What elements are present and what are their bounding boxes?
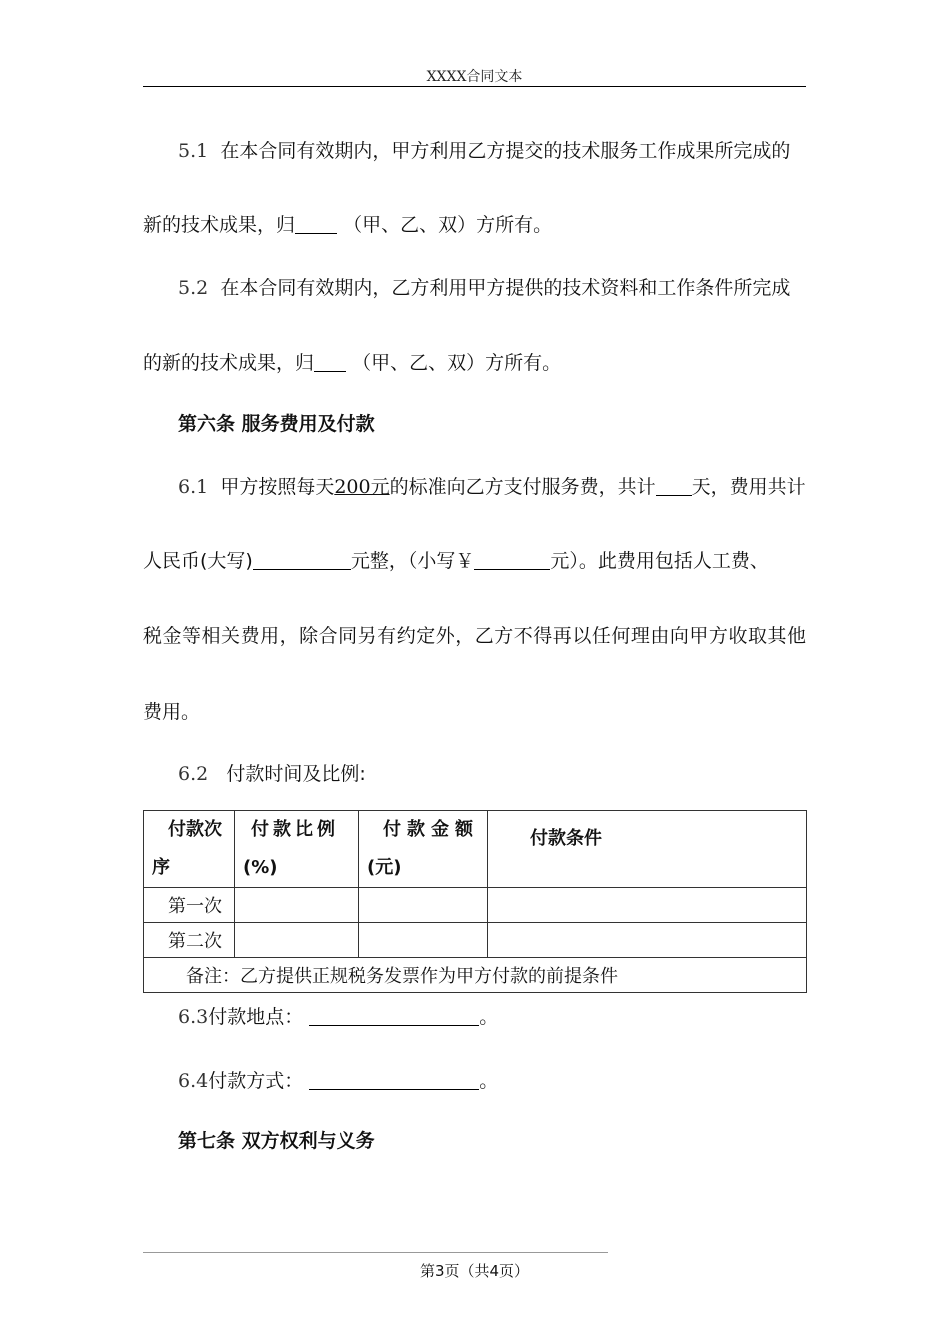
para-6-3	[178, 1004, 806, 1030]
cell-ratio[interactable]	[235, 923, 359, 958]
header-cell-amount	[359, 811, 488, 888]
para-6-1-text-a: 甲方按照每天	[220, 476, 335, 498]
para-6-2-number: 6.2	[178, 763, 209, 785]
blank-days[interactable]	[656, 477, 692, 496]
para-5-2-text: 在本合同有效期内，乙方利用甲方提供的技术资料和工作条件所完成	[220, 277, 791, 299]
blank-payment-method[interactable]	[309, 1071, 479, 1090]
para-6-1-text-b: 的标准向乙方支付服务费，共计	[389, 476, 656, 498]
header-cell-ratio	[235, 811, 359, 888]
cell-amount[interactable]	[359, 923, 488, 958]
header-amount-l2: (元)	[367, 857, 402, 878]
para-5-2-line1	[178, 275, 806, 301]
para-6-1-rmb-label: 人民币(大写)	[143, 550, 253, 572]
para-6-4-end: 。	[479, 1070, 499, 1092]
para-5-2-line2	[143, 350, 806, 376]
header-cell-installment	[144, 811, 235, 888]
para-6-2-text: 付款时间及比例:	[226, 763, 366, 785]
para-5-2-text-a: 的新的技术成果，归	[143, 352, 315, 374]
cell-condition[interactable]	[488, 923, 807, 958]
clause-6-heading: 第六条 服务费用及付款	[178, 413, 375, 435]
daily-rate-amount: 200元	[334, 476, 390, 498]
table-note-row	[144, 958, 807, 993]
para-6-1-text-e: 元）。此费用包括人工费、	[550, 550, 769, 572]
header-ratio-l1: 付款比例	[251, 819, 339, 840]
para-6-4-text: 付款方式：	[208, 1070, 304, 1092]
blank-owner-5-1[interactable]	[295, 215, 337, 234]
para-5-2-text-b: （甲、乙、双）方所有。	[352, 352, 562, 374]
row-label: 第一次	[144, 888, 235, 923]
header-amount-l1: 付款金额	[383, 819, 479, 840]
clause-7-heading: 第七条 双方权利与义务	[178, 1130, 375, 1152]
para-6-4	[178, 1068, 806, 1094]
para-6-1-text-d: 元整，（小写￥	[350, 550, 475, 572]
page-number: 第3页（共4页）	[419, 1262, 530, 1280]
table-note: 备注：乙方提供正规税务发票作为甲方付款的前提条件	[144, 958, 807, 993]
header-ratio-l2: (%)	[243, 857, 278, 878]
para-6-1-line1	[178, 474, 806, 500]
para-6-1-line4: 费用。	[143, 701, 201, 723]
blank-amount-numeric[interactable]	[474, 551, 550, 570]
document-header: XXXX合同文本	[426, 69, 523, 85]
para-5-1-text-b: （甲、乙、双）方所有。	[343, 214, 553, 236]
table-header-row	[144, 811, 807, 888]
para-5-1-number: 5.1	[178, 140, 209, 162]
table-row	[144, 888, 807, 923]
table-row	[144, 923, 807, 958]
header-installment-l2: 序	[152, 857, 170, 878]
para-6-4-number: 6.4	[178, 1070, 209, 1092]
para-6-1-line2	[143, 548, 806, 574]
cell-condition[interactable]	[488, 888, 807, 923]
para-5-2-number: 5.2	[178, 277, 209, 299]
para-6-1-line3: 税金等相关费用，除合同另有约定外，乙方不得再以任何理由向甲方收取其他	[143, 625, 806, 647]
para-5-1-line2	[143, 212, 806, 238]
para-6-2	[178, 761, 806, 787]
para-6-1-text-c: 天，费用共计	[691, 476, 806, 498]
header-rule	[143, 86, 806, 87]
para-5-1-text-a: 新的技术成果，归	[143, 214, 296, 236]
para-6-3-end: 。	[479, 1006, 499, 1028]
para-5-1-line1	[178, 138, 806, 164]
payment-schedule-table	[143, 810, 807, 993]
header-installment-l1: 付款次	[168, 819, 222, 840]
para-6-1-number: 6.1	[178, 476, 209, 498]
cell-amount[interactable]	[359, 888, 488, 923]
header-cell-condition	[488, 811, 807, 888]
blank-owner-5-2[interactable]	[314, 353, 346, 372]
footer-rule	[143, 1252, 608, 1253]
para-5-1-text: 在本合同有效期内，甲方利用乙方提交的技术服务工作成果所完成的	[220, 140, 791, 162]
row-label: 第二次	[144, 923, 235, 958]
para-6-3-number: 6.3	[178, 1006, 209, 1028]
blank-amount-words[interactable]	[253, 551, 351, 570]
blank-payment-location[interactable]	[309, 1007, 479, 1026]
cell-ratio[interactable]	[235, 888, 359, 923]
para-6-3-text: 付款地点：	[208, 1006, 304, 1028]
header-condition: 付款条件	[530, 828, 602, 849]
